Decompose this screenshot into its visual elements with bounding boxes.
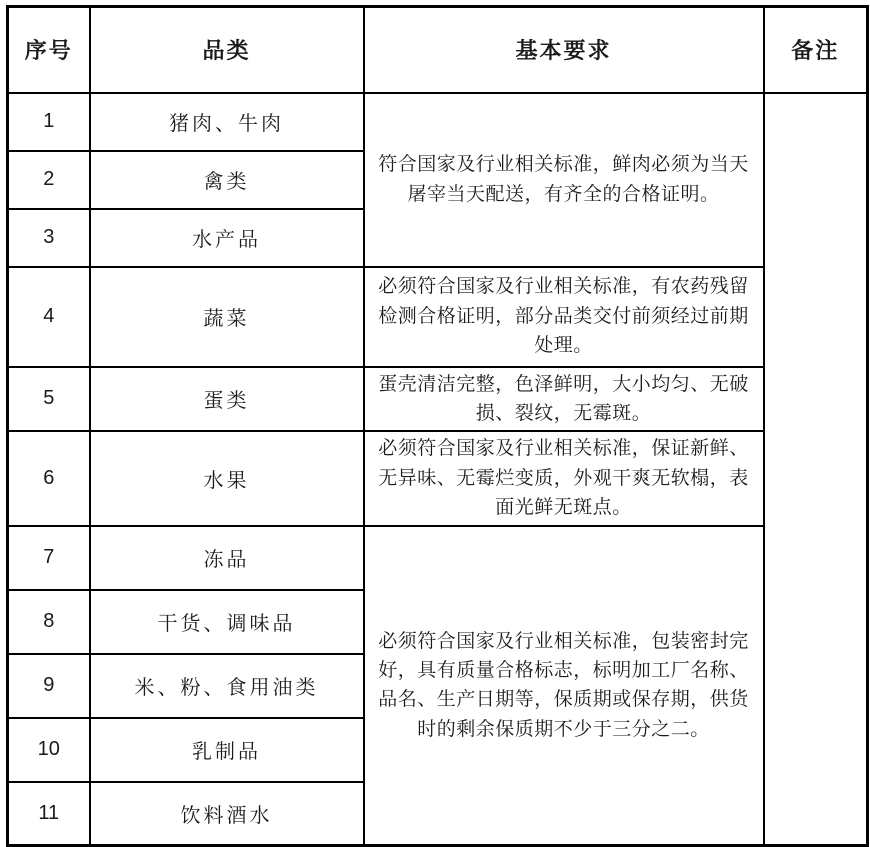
cell-remark	[764, 93, 868, 846]
cell-no: 10	[8, 718, 90, 782]
cell-category: 蔬菜	[90, 267, 364, 367]
cell-no: 6	[8, 431, 90, 525]
cell-category: 冻品	[90, 526, 364, 590]
cell-requirement-packaged: 必须符合国家及行业相关标准，包装密封完好，具有质量合格标志，标明加工厂名称、品名、生产日期等，保质期或保存期，供货时的剩余保质期不少于三分之二。	[364, 526, 764, 846]
cell-no: 1	[8, 93, 90, 151]
cell-no: 5	[8, 367, 90, 432]
header-no: 序号	[8, 7, 90, 93]
table-row-4	[8, 267, 868, 367]
cell-category: 蛋类	[90, 367, 364, 432]
cell-category: 米、粉、食用油类	[90, 654, 364, 718]
cell-no: 4	[8, 267, 90, 367]
header-requirement: 基本要求	[364, 7, 764, 93]
table-row-5	[8, 367, 868, 432]
cell-category: 猪肉、牛肉	[90, 93, 364, 151]
header-row	[8, 7, 868, 93]
header-remark: 备注	[764, 7, 868, 93]
cell-no: 8	[8, 590, 90, 654]
table-row-6	[8, 431, 868, 525]
cell-category: 乳制品	[90, 718, 364, 782]
cell-no: 7	[8, 526, 90, 590]
cell-requirement-egg: 蛋壳清洁完整，色泽鲜明，大小均匀、无破损、裂纹，无霉斑。	[364, 367, 764, 432]
cell-category: 水产品	[90, 209, 364, 267]
table-row-1	[8, 93, 868, 151]
cell-no: 9	[8, 654, 90, 718]
cell-requirement-fresh-meat: 符合国家及行业相关标准，鲜肉必须为当天屠宰当天配送，有齐全的合格证明。	[364, 93, 764, 267]
cell-category: 干货、调味品	[90, 590, 364, 654]
cell-no: 2	[8, 151, 90, 209]
cell-category: 禽类	[90, 151, 364, 209]
table-row-7	[8, 526, 868, 590]
cell-requirement-fruit: 必须符合国家及行业相关标准，保证新鲜、无异味、无霉烂变质，外观干爽无软榻，表面光鲜无斑点。	[364, 431, 764, 525]
product-requirements-table	[6, 5, 869, 847]
cell-requirement-vegetable: 必须符合国家及行业相关标准，有农药残留检测合格证明，部分品类交付前须经过前期处理。	[364, 267, 764, 367]
header-category: 品类	[90, 7, 364, 93]
cell-category: 水果	[90, 431, 364, 525]
cell-no: 3	[8, 209, 90, 267]
cell-category: 饮料酒水	[90, 782, 364, 846]
cell-no: 11	[8, 782, 90, 846]
